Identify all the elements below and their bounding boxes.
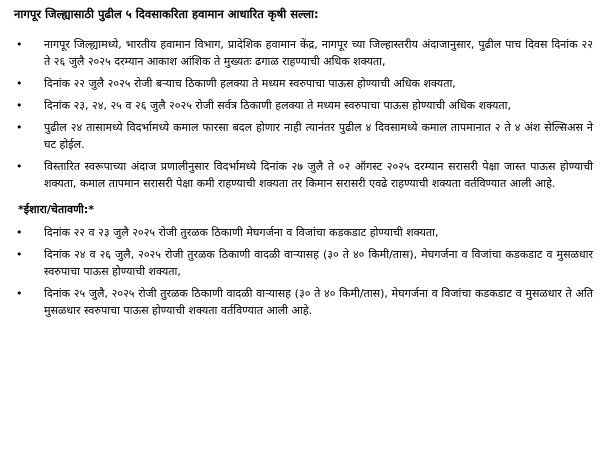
forecast-text: नागपूर जिल्ह्यामध्ये, भारतीय हवामान विभाग, प्रादेशिक हवामान केंद्र, नागपूर च्या जिल्हास्तरीय अंदाजानुसार, पुढील पाच दिवस दिनांक २२ ते २६ जुलै २०२५ दरम्यान आकाश आंशिक ते मुख्यतः ढगाळ राहण्याची अधिक शक्यता, bbox=[44, 38, 593, 68]
list-item bbox=[14, 119, 593, 153]
list-item bbox=[14, 97, 593, 114]
forecast-list bbox=[14, 36, 593, 192]
list-item bbox=[14, 285, 593, 319]
list-item bbox=[14, 75, 593, 92]
bullet-icon: • bbox=[16, 99, 23, 112]
bullet-icon: • bbox=[16, 121, 23, 134]
forecast-text: पुढील २४ तासामध्ये विदर्भामध्ये कमाल फारसा बदल होणार नाही त्यानंतर पुढील ४ दिवसामध्ये कमाल तापमानात २ ते ४ अंश सेल्सिअस ने घट होईल. bbox=[44, 121, 593, 151]
forecast-text: दिनांक २३, २४, २५ व २६ जुलै २०२५ रोजी सर्वत्र ठिकाणी हलक्या ते मध्यम स्वरुपाचा पाऊस होण्याची अधिक शक्यता, bbox=[44, 99, 511, 112]
list-item bbox=[14, 158, 593, 192]
list-item bbox=[14, 246, 593, 280]
bullet-icon: • bbox=[16, 226, 23, 239]
advisory-heading: नागपूर जिल्ह्यासाठी पुढील ५ दिवसाकरिता हवामान आधारित कृषी सल्ला: bbox=[14, 7, 319, 21]
forecast-text: विस्तारित स्वरूपाच्या अंदाज प्रणालीनुसार विदर्भामध्ये दिनांक २७ जुलै ते ०२ ऑगस्ट २०२५ दरम्यान सरासरी पेक्षा जास्त पाऊस होण्याची शक्यता, कमाल तापमान सरासरी पेक्षा कमी राहण्याची शक्यता तर किमान सरासरी एवढे राहण्याची शक्यता वर्तविण्यात आली आहे. bbox=[44, 160, 593, 190]
bullet-icon: • bbox=[16, 287, 23, 300]
warning-text: दिनांक २५ जुलै, २०२५ रोजी तुरळक ठिकाणी वादळी वाऱ्यासह (३० ते ४० किमी/तास), मेघगर्जना व विजांचा कडकडाट व मुसळधार ते अति मुसळधार स्वरुपाचा पाऊस होण्याची शक्यता वर्तविण्यात आली आहे. bbox=[44, 287, 593, 317]
warning-text: दिनांक २४ व २६ जुलै, २०२५ रोजी तुरळक ठिकाणी वादळी वाऱ्यासह (३० ते ४० किमी/तास), मेघगर्जना व विजांचा कडकडाट व मुसळधार स्वरुपाचा पाऊस होण्याची शक्यता, bbox=[44, 248, 593, 278]
warning-heading: *ईशारा/चेतावणी:* bbox=[18, 203, 95, 216]
forecast-text: दिनांक २२ जुलै २०२५ रोजी बऱ्याच ठिकाणी हलक्या ते मध्यम स्वरुपाचा पाऊस होण्याची अधिक शक्यता, bbox=[44, 77, 456, 90]
bullet-icon: • bbox=[16, 160, 23, 173]
warning-list bbox=[14, 224, 593, 319]
bullet-icon: • bbox=[16, 248, 23, 261]
bullet-icon: • bbox=[16, 38, 23, 51]
bullet-icon: • bbox=[16, 77, 23, 90]
list-item bbox=[14, 36, 593, 70]
warning-text: दिनांक २२ व २३ जुलै २०२५ रोजी तुरळक ठिकाणी मेघगर्जना व विजांचा कडकडाट होण्याची शक्यता, bbox=[44, 226, 439, 239]
list-item bbox=[14, 224, 593, 241]
